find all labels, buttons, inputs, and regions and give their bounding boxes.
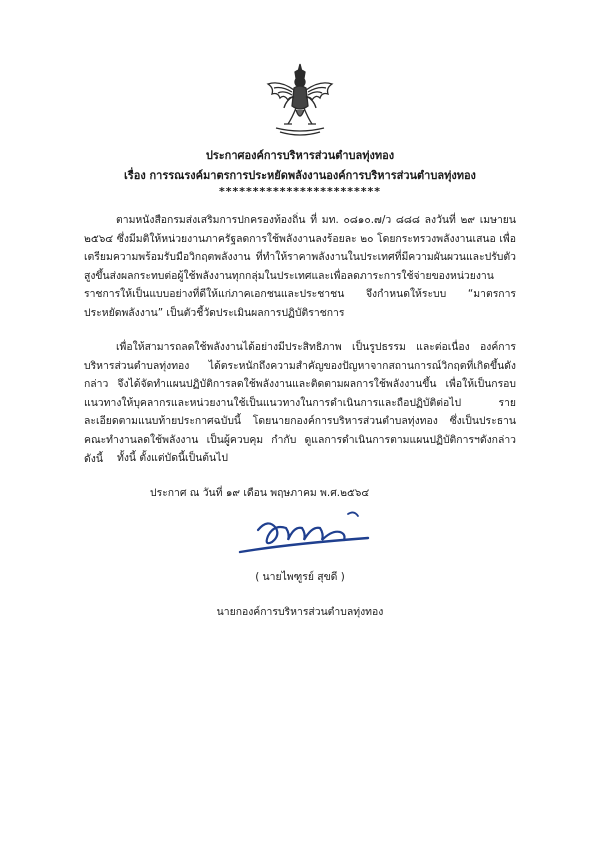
body-paragraph-2: เพื่อให้สามารถลดใช้พลังงานได้อย่างมีประสิทธิภาพ เป็นรูปธรรม และต่อเนื่อง องค์การบริหารส่วนตำบลทุ่งทอง ได้ตระหนักถึงความสำคัญของปัญหาจากสถานการณ์วิกฤตที่เกิดขึ้นดังกล่าว จึงได้จัดทำแผนปฏิบัติการลดใช้พลังงานและติดตามผลการใช้พลังงานขึ้น เพื่อให้เป็นกรอบแนวทางให้บุคลากรและหน่วยงานใช้เป็นแนวทางในการดำเนินการและถือปฏิบัติต่อไป รายละเอียดตามแนบท้ายประกาศฉบับนี้ โดยนายกองค์การบริหารส่วนตำบลทุ่งทอง ซึ่งเป็นประธานคณะทำงานลดใช้พลังงาน เป็นผู้ควบคุม กำกับ ดูแลการดำเนินการตามแผนปฏิบัติการฯดังกล่าว ดังนี้ [84, 341, 516, 465]
announcement-subject: เรื่อง การรณรงค์มาตรการประหยัดพลังงานองค์การบริหารส่วนตำบลทุ่งทอง [124, 169, 476, 182]
title-separator: ************************ [218, 185, 382, 198]
announcement-title: ประกาศองค์การบริหารส่วนตำบลทุ่งทอง [205, 149, 395, 162]
signature-image [228, 500, 388, 560]
signatory-name: ( นายไพฑูรย์ สุขดี ) [255, 571, 345, 583]
announcement-dateline: ประกาศ ณ วันที่ ๑๙ เดือน พฤษภาคม พ.ศ.๒๕๖๔ [150, 487, 370, 499]
garuda-emblem-icon [262, 62, 338, 140]
body-paragraph-1: ตามหนังสือกรมส่งเสริมการปกครองท้องถิ่น ที่ มท. ๐๘๑๐.๗/ว ๘๘๘ ลงวันที่ ๒๙ เมษายน ๒๕๖๔ ซึ่งมีมติให้หน่วยงานภาครัฐลดการใช้พลังงานลงร้อยละ ๒๐ โดยกระทรวงพลังงานเสนอ เพื่อเตรียมความพร้อมรับมือวิกฤตพลังงาน ที่ทำให้ราคาพลังงานในประเทศที่มีความผันผวนและปรับตัวสูงขึ้นส่งผลกระทบต่อผู้ใช้พลังงานทุกกลุ่มในประเทศและเพื่อลดภาระการใช้จ่ายของหน่วยงานราชการให้เป็นแบบอย่างที่ดีให้แก่ภาคเอกชนและประชาชน จึงกำหนดให้ระบบ “มาตรการประหยัดพลังงาน” เป็นตัวชี้วัดประเมินผลการปฏิบัติราชการ [84, 214, 516, 319]
signatory-position: นายกองค์การบริหารส่วนตำบลทุ่งทอง [216, 606, 384, 618]
body-paragraph-3: ทั้งนี้ ตั้งแต่บัดนี้เป็นต้นไป [117, 452, 228, 464]
